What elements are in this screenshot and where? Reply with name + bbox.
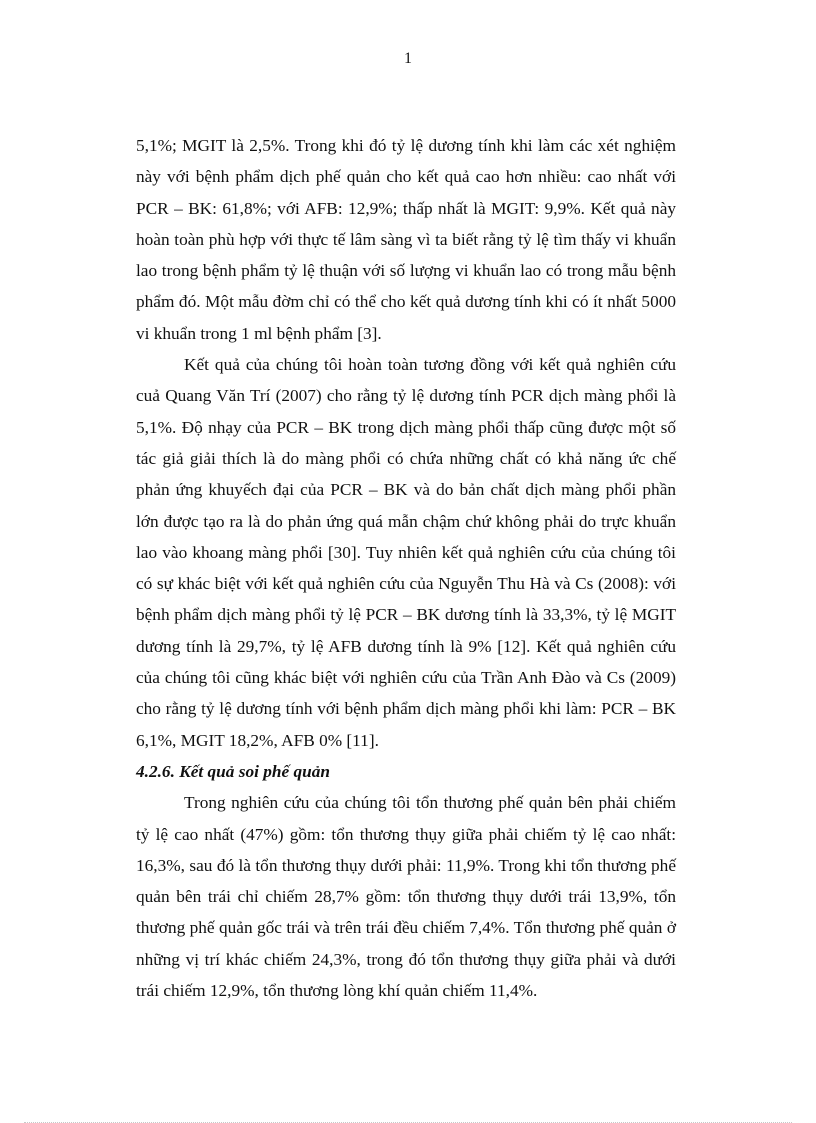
document-body bbox=[136, 130, 676, 1006]
page-number: 1 bbox=[404, 50, 412, 67]
section-heading: 4.2.6. Kết quả soi phế quản bbox=[136, 761, 330, 781]
paragraph-continuation: 5,1%; MGIT là 2,5%. Trong khi đó tỷ lệ dương tính khi làm các xét nghiệm này với bệnh phẩm dịch phế quản cho kết quả cao hơn nhiều: cao nhất với PCR – BK: 61,8%; với AFB: 12,9%; thấp nhất là MGIT: 9,9%. Kết quả này hoàn toàn phù hợp với thực tế lâm sàng vì ta biết rằng tỷ lệ tìm thấy vi khuẩn lao trong bệnh phẩm tỷ lệ thuận với số lượng vi khuẩn lao có trong mẫu bệnh phẩm đó. Một mẫu đờm chỉ có thể cho kết quả dương tính khi có ít nhất 5000 vi khuẩn trong 1 ml bệnh phẩm [3]. bbox=[136, 136, 676, 343]
paragraph-bronchoscopy: Trong nghiên cứu của chúng tôi tổn thương phế quản bên phải chiếm tỷ lệ cao nhất (47%) gồm: tổn thương thụy giữa phải chiếm tỷ lệ cao nhất: 16,3%, sau đó là tổn thương thụy dưới phải: 11,9%. Trong khi tổn thương phế quản bên trái chỉ chiếm 28,7% gồm: tổn thương thụy dưới trái 13,9%, tổn thương phế quản gốc trái và trên trái đều chiếm 7,4%. Tổn thương phế quản ở những vị trí khác chiếm 24,3%, trong đó tổn thương thụy giữa phải và dưới trái chiếm 12,9%, tổn thương lòng khí quản chiếm 11,4%. bbox=[136, 793, 676, 1001]
paragraph-comparison: Kết quả của chúng tôi hoàn toàn tương đồng với kết quả nghiên cứu cuả Quang Văn Trí (2007) cho rằng tỷ lệ dương tính PCR dịch màng phổi là 5,1%. Độ nhạy của PCR – BK trong dịch màng phổi thấp cũng được một số tác giả giải thích là do màng phổi có chứa những chất có khả năng ức chế phản ứng khuyếch đại của PCR – BK và do bản chất dịch màng phổi phần lớn được tạo ra là do phản ứng quá mẫn chậm chứ không phải do trực khuẩn lao vào khoang màng phổi [30]. Tuy nhiên kết quả nghiên cứu của chúng tôi có sự khác biệt với kết quả nghiên cứu của Nguyễn Thu Hà và Cs (2008): với bệnh phẩm dịch màng phổi tỷ lệ PCR – BK dương tính là 33,3%, tỷ lệ MGIT dương tính là 29,7%, tỷ lệ AFB dương tính là 9% [12]. Kết quả nghiên cứu của chúng tôi cũng khác biệt với nghiên cứu của Trần Anh Đào và Cs (2009) cho rằng tỷ lệ dương tính với bệnh phẩm dịch màng phổi khi làm: PCR – BK 6,1%, MGIT 18,2%, AFB 0% [11]. bbox=[136, 355, 676, 750]
